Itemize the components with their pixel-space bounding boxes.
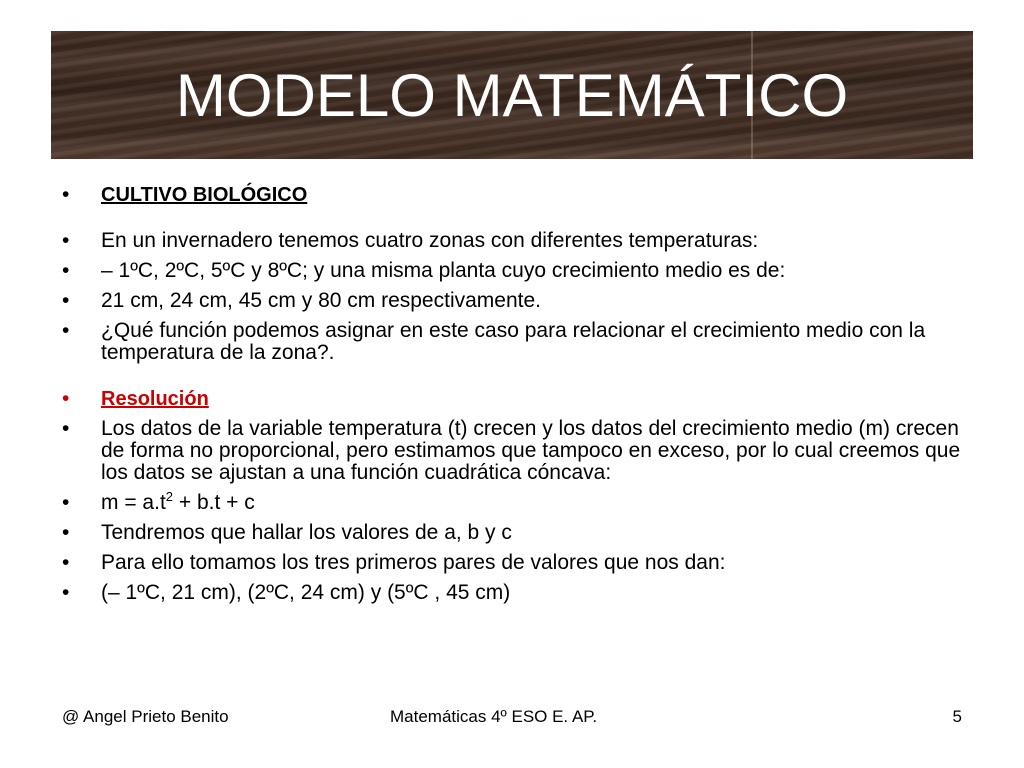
title-banner bbox=[51, 31, 973, 159]
footer-course: Matemáticas 4º ESO E. AP. bbox=[390, 707, 598, 726]
bullet: • bbox=[62, 319, 70, 342]
list-item-text: (– 1ºC, 21 cm), (2ºC, 24 cm) y (5ºC , 45 cm) bbox=[101, 581, 511, 604]
slide-title: MODELO MATEMÁTICO bbox=[175, 61, 849, 129]
bullet: • bbox=[62, 581, 70, 604]
section-heading: CULTIVO BIOLÓGICO bbox=[101, 184, 308, 206]
list-item-heading bbox=[62, 184, 982, 206]
list-item-text: Para ello tomamos los tres primeros pares de valores que nos dan: bbox=[101, 551, 726, 574]
list-item bbox=[62, 418, 982, 484]
formula-exponent: 2 bbox=[165, 489, 174, 504]
bullet: • bbox=[62, 521, 70, 544]
bullet: • bbox=[62, 551, 70, 574]
list-item bbox=[62, 320, 982, 364]
list-item bbox=[62, 552, 982, 574]
bullet-list bbox=[62, 184, 982, 604]
bullet: • bbox=[62, 183, 70, 206]
list-item bbox=[62, 582, 982, 604]
bullet: • bbox=[62, 387, 70, 410]
list-item-text: En un invernadero tenemos cuatro zonas con diferentes temperaturas: bbox=[101, 229, 759, 252]
list-item-text: Los datos de la variable temperatura (t) crecen y los datos del crecimiento medio (m) crecen de forma no proporcional, pero estimamos que tampoco en exceso, por lo cual creemos que los datos se ajustan a una función cuadrática cóncava: bbox=[101, 417, 961, 484]
list-item-text: Tendremos que hallar los valores de a, b y c bbox=[101, 521, 512, 544]
resolution-heading: Resolución bbox=[101, 388, 209, 410]
bullet: • bbox=[62, 289, 70, 312]
list-item-text: – 1ºC, 2ºC, 5ºC y 8ºC; y una misma planta cuyo crecimiento medio es de: bbox=[101, 259, 786, 282]
list-item bbox=[62, 230, 982, 252]
formula-part: + b.t + c bbox=[173, 491, 255, 514]
footer-author: @ Angel Prieto Benito bbox=[62, 707, 229, 726]
page-number: 5 bbox=[952, 707, 962, 726]
list-item bbox=[62, 522, 982, 544]
bullet: • bbox=[62, 229, 70, 252]
list-item bbox=[62, 290, 982, 312]
slide-footer bbox=[62, 707, 962, 731]
bullet: • bbox=[62, 259, 70, 282]
formula-part: m = a.t bbox=[101, 491, 166, 514]
list-item-text: 21 cm, 24 cm, 45 cm y 80 cm respectivamente. bbox=[101, 289, 541, 312]
list-item-text: ¿Qué función podemos asignar en este caso para relacionar el crecimiento medio con la temperatura de la zona?. bbox=[101, 319, 926, 364]
bullet: • bbox=[62, 491, 70, 514]
list-item bbox=[62, 260, 982, 282]
bullet: • bbox=[62, 417, 70, 440]
list-item-formula bbox=[62, 489, 982, 514]
list-item-resolution bbox=[62, 388, 982, 410]
slide-content bbox=[62, 184, 982, 612]
